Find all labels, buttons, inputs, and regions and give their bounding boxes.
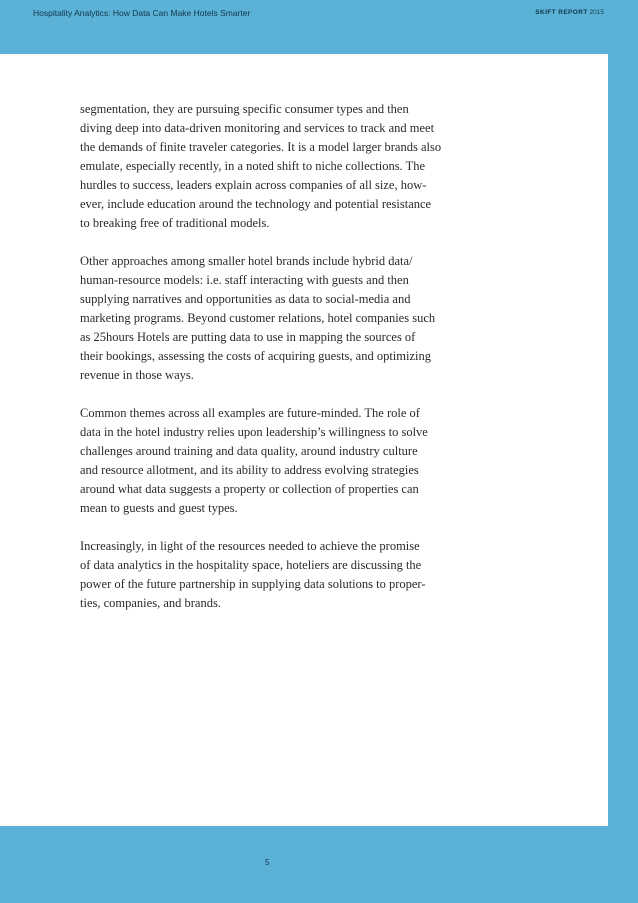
text-line: mean to guests and guest types. [80, 501, 238, 515]
text-line: human-resource models: i.e. staff interacting with guests and then [80, 273, 409, 287]
paragraph [80, 100, 465, 233]
text-line: emulate, especially recently, in a noted shift to niche collections. The [80, 159, 426, 173]
side-band [608, 0, 638, 903]
text-line: power of the future partnership in supplying data solutions to proper- [80, 577, 426, 591]
text-line: and resource allotment, and its ability to address evolving strategies [80, 463, 419, 477]
text-line: around what data suggests a property or collection of properties can [80, 482, 419, 496]
text-line: challenges around training and data quality, around industry culture [80, 444, 418, 458]
footer-band [0, 826, 638, 903]
text-line: the demands of finite traveler categories. It is a model larger brands also [80, 140, 442, 154]
text-line: hurdles to success, leaders explain across companies of all size, how- [80, 178, 427, 192]
text-line: diving deep into data-driven monitoring and services to track and meet [80, 121, 435, 135]
text-line: Increasingly, in light of the resources needed to achieve the promise [80, 539, 420, 553]
paragraph [80, 537, 465, 613]
body-text [80, 100, 465, 632]
text-line: ties, companies, and brands. [80, 596, 221, 610]
document-title: Hospitality Analytics: How Data Can Make Hotels Smarter [33, 8, 251, 18]
report-brand: SKIFT REPORT [535, 9, 588, 16]
text-line: as 25hours Hotels are putting data to use in mapping the sources of [80, 330, 416, 344]
text-line: segmentation, they are pursuing specific consumer types and then [80, 102, 409, 116]
text-line: marketing programs. Beyond customer relations, hotel companies such [80, 311, 436, 325]
text-line: revenue in those ways. [80, 368, 194, 382]
report-year: 2015 [589, 9, 604, 16]
text-line: Other approaches among smaller hotel brands include hybrid data/ [80, 254, 413, 268]
text-line: supplying narratives and opportunities as data to social-media and [80, 292, 411, 306]
text-line: to breaking free of traditional models. [80, 216, 270, 230]
text-line: Common themes across all examples are future-minded. The role of [80, 406, 420, 420]
header-band [0, 0, 638, 54]
text-line: ever, include education around the technology and potential resistance [80, 197, 432, 211]
paragraph [80, 252, 465, 385]
paragraph [80, 404, 465, 518]
page-number: 5 [265, 858, 270, 867]
text-line: of data analytics in the hospitality space, hoteliers are discussing the [80, 558, 422, 572]
report-label [535, 9, 604, 16]
text-line: their bookings, assessing the costs of acquiring guests, and optimizing [80, 349, 431, 363]
text-line: data in the hotel industry relies upon leadership’s willingness to solve [80, 425, 428, 439]
